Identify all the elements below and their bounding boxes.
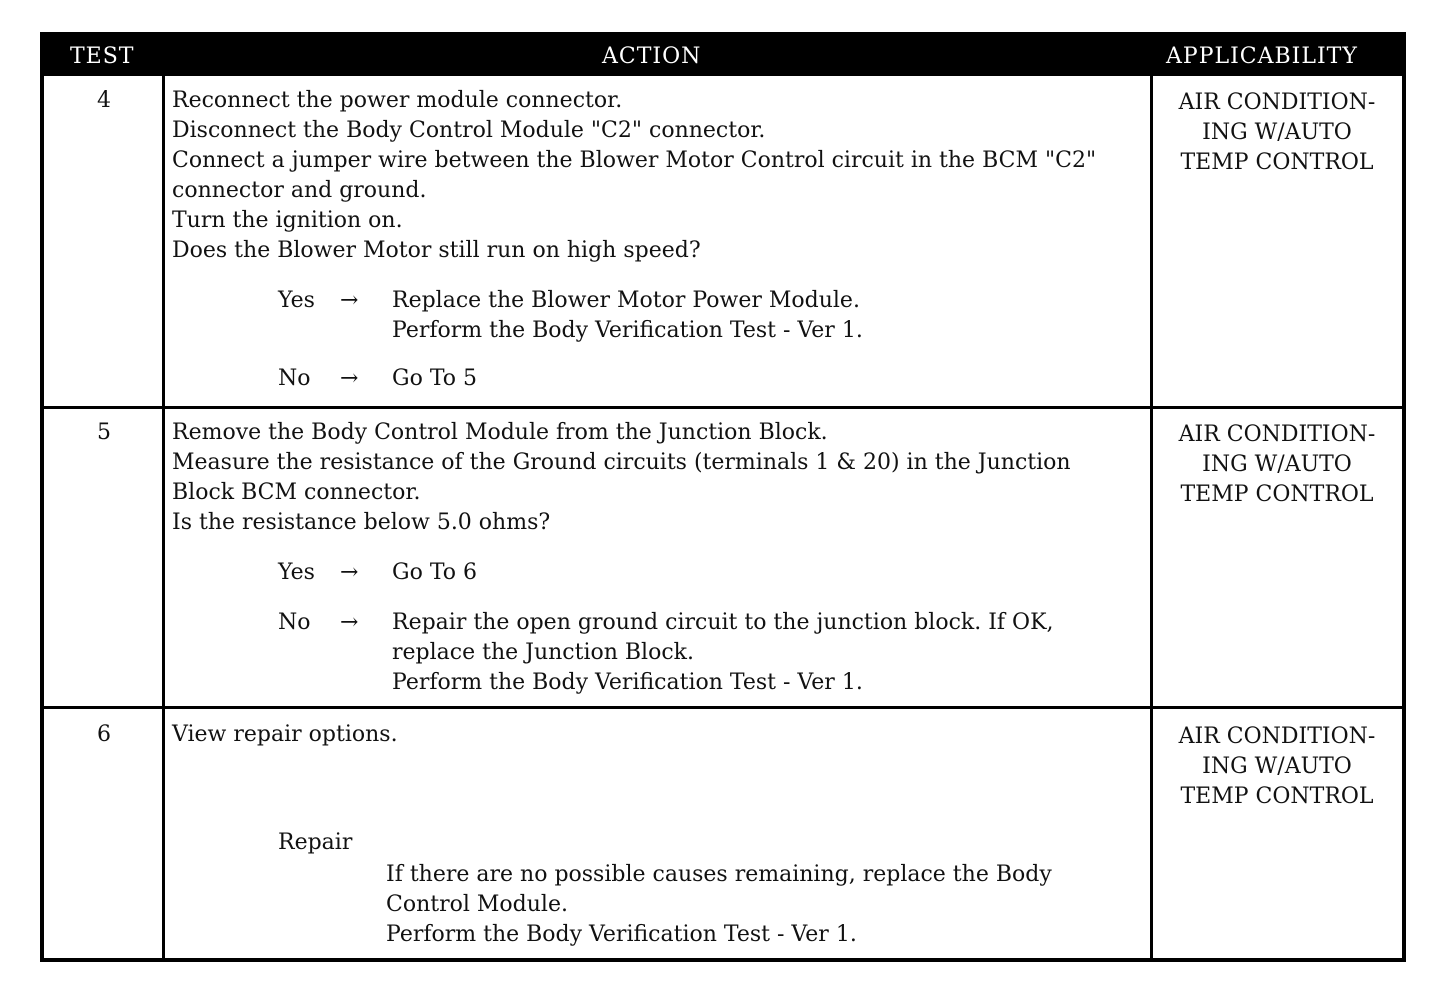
- applicability-line: AIR CONDITION-: [1178, 90, 1376, 115]
- test-5-yes-result: Go To 6: [392, 560, 478, 585]
- applicability-line: AIR CONDITION-: [1178, 724, 1376, 749]
- diagnostic-table: [40, 32, 1406, 962]
- test-5-no-label: No: [278, 610, 311, 635]
- result-line: Perform the Body Verification Test - Ver 1.: [392, 670, 863, 695]
- arrow-icon: →: [340, 610, 359, 635]
- applicability-line: ING W/AUTO: [1202, 754, 1352, 779]
- test-4-no-result: Go To 5: [392, 366, 478, 391]
- test-4-no-label: No: [278, 366, 311, 391]
- test-4-applicability: [1152, 88, 1402, 178]
- arrow-icon: →: [340, 366, 359, 391]
- action-line: Block BCM connector.: [172, 480, 421, 505]
- test-5-action: [172, 418, 1071, 538]
- arrow-icon: →: [340, 560, 359, 585]
- test-4-yes-label: Yes: [278, 288, 315, 313]
- result-line: If there are no possible causes remaining, replace the Body: [386, 862, 1052, 887]
- action-line: Remove the Body Control Module from the Junction Block.: [172, 420, 828, 445]
- applicability-line: ING W/AUTO: [1202, 452, 1352, 477]
- action-line: Turn the ignition on.: [172, 208, 403, 233]
- result-line: Control Module.: [386, 892, 568, 917]
- test-5-no-result: [392, 608, 1142, 698]
- applicability-line: ING W/AUTO: [1202, 120, 1352, 145]
- result-line: replace the Junction Block.: [392, 640, 694, 665]
- test-6-repair-label: Repair: [278, 830, 353, 855]
- result-line: Replace the Blower Motor Power Module.: [392, 288, 860, 313]
- result-line: Perform the Body Verification Test - Ver 1.: [392, 318, 863, 343]
- header-test: TEST: [70, 44, 135, 69]
- test-number-5: 5: [97, 420, 111, 445]
- test-6-repair-result: [386, 860, 1142, 950]
- test-number-6: 6: [97, 722, 111, 747]
- header-action: ACTION: [602, 44, 702, 69]
- applicability-line: TEMP CONTROL: [1180, 784, 1374, 809]
- test-4-action: [172, 86, 1096, 266]
- applicability-line: AIR CONDITION-: [1178, 422, 1376, 447]
- test-5-applicability: [1152, 420, 1402, 510]
- test-6-action: View repair options.: [172, 722, 398, 747]
- test-5-yes-label: Yes: [278, 560, 315, 585]
- action-line: Does the Blower Motor still run on high speed?: [172, 238, 701, 263]
- action-line: Measure the resistance of the Ground circuits (terminals 1 & 20) in the Junction: [172, 450, 1071, 475]
- action-line: Is the resistance below 5.0 ohms?: [172, 510, 551, 535]
- arrow-icon: →: [340, 288, 359, 313]
- action-line: connector and ground.: [172, 178, 427, 203]
- row-divider-1: [44, 406, 1402, 409]
- action-line: Connect a jumper wire between the Blower Motor Control circuit in the BCM "C2": [172, 148, 1097, 173]
- test-6-applicability: [1152, 722, 1402, 812]
- action-line: Disconnect the Body Control Module "C2" connector.: [172, 118, 766, 143]
- test-4-yes-result: [392, 286, 863, 346]
- header-applicability: APPLICABILITY: [1166, 44, 1358, 69]
- column-divider-test: [162, 36, 165, 958]
- result-line: Perform the Body Verification Test - Ver 1.: [386, 922, 857, 947]
- test-number-4: 4: [97, 88, 111, 113]
- applicability-line: TEMP CONTROL: [1180, 150, 1374, 175]
- applicability-line: TEMP CONTROL: [1180, 482, 1374, 507]
- result-line: Repair the open ground circuit to the junction block. If OK,: [392, 610, 1054, 635]
- action-line: Reconnect the power module connector.: [172, 88, 623, 113]
- row-divider-2: [44, 706, 1402, 709]
- table-header: [44, 36, 1402, 76]
